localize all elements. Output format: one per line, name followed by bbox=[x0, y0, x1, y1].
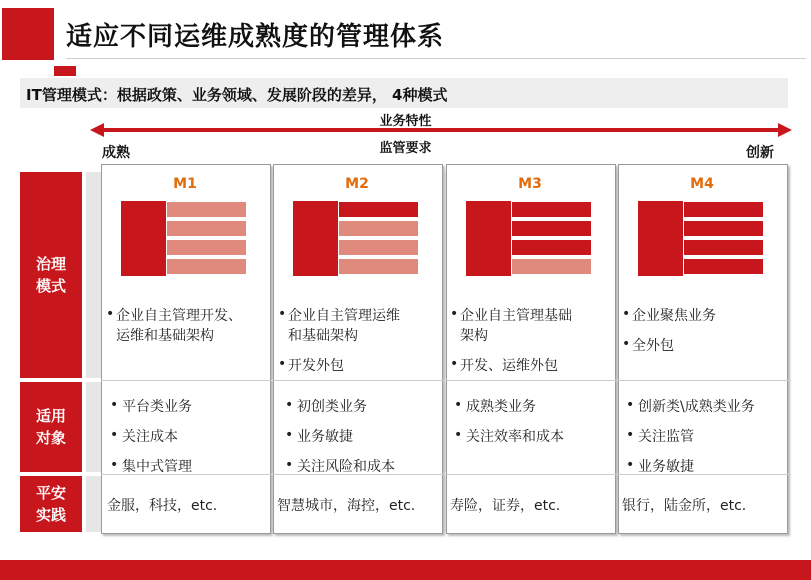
title-accent-block bbox=[2, 8, 54, 60]
model-icon-bar bbox=[512, 202, 591, 217]
bullet-dot: • bbox=[106, 306, 115, 322]
model-icon-bar bbox=[167, 221, 246, 236]
bullet-dot: • bbox=[450, 356, 459, 372]
m4-target-1: 创新类\成熟类业务 bbox=[638, 399, 755, 415]
bullet-dot: • bbox=[285, 457, 294, 473]
model-icon-bar bbox=[512, 259, 591, 274]
m2-practice: 智慧城市，海控，etc. bbox=[277, 498, 416, 514]
m4-target-3: 业务敏捷 bbox=[638, 459, 694, 475]
bullet-dot: • bbox=[622, 336, 631, 352]
row-header-practice bbox=[20, 476, 82, 532]
model-icon-bar bbox=[339, 221, 418, 236]
bullet-dot: • bbox=[110, 397, 119, 413]
subtitle: IT管理模式：根据政策、业务领域、发展阶段的差异， 4种模式 bbox=[26, 86, 448, 104]
m3-target-2: 关注效率和成本 bbox=[466, 429, 564, 445]
m4-governance-1: 企业聚焦业务 bbox=[632, 308, 716, 324]
model-icon-bar bbox=[684, 221, 763, 236]
bullet-dot: • bbox=[622, 306, 631, 322]
bullet-dot: • bbox=[285, 397, 294, 413]
bullet-dot: • bbox=[278, 306, 287, 322]
page-title: 适应不同运维成熟度的管理体系 bbox=[66, 22, 445, 52]
model-name-m4: M4 bbox=[690, 176, 714, 192]
row-header-target bbox=[20, 382, 82, 472]
m1-target-3: 集中式管理 bbox=[122, 459, 192, 475]
title-accent-small bbox=[54, 66, 76, 76]
m3-target-1: 成熟类业务 bbox=[466, 399, 536, 415]
m2-target-3: 关注风险和成本 bbox=[297, 459, 395, 475]
bullet-dot: • bbox=[626, 427, 635, 443]
model-name-m2: M2 bbox=[345, 176, 369, 192]
m1-practice: 金服，科技，etc. bbox=[107, 498, 218, 514]
double-arrow-icon bbox=[90, 123, 792, 137]
m2-target-2: 业务敏捷 bbox=[297, 429, 353, 445]
row-separator-1 bbox=[101, 380, 791, 381]
model-name-m1: M1 bbox=[173, 176, 197, 192]
m3-governance-2: 开发、运维外包 bbox=[460, 358, 558, 374]
title-divider bbox=[66, 58, 806, 59]
model-icon-bar bbox=[684, 259, 763, 274]
m4-target-2: 关注监管 bbox=[638, 429, 694, 445]
m1-target-1: 平台类业务 bbox=[122, 399, 192, 415]
m3-practice: 寿险，证券，etc. bbox=[450, 498, 561, 514]
model-icon-bar bbox=[167, 259, 246, 274]
m4-governance-2: 全外包 bbox=[632, 338, 674, 354]
m2-governance-2: 开发外包 bbox=[288, 358, 344, 374]
m4-practice: 银行，陆金所，etc. bbox=[622, 498, 747, 514]
model-icon-block bbox=[293, 201, 338, 276]
model-icon-block bbox=[121, 201, 166, 276]
bullet-dot: • bbox=[626, 397, 635, 413]
model-icon-bar bbox=[512, 221, 591, 236]
axis-top-label: 业务特性 bbox=[379, 114, 432, 129]
model-icon-bar bbox=[167, 240, 246, 255]
model-name-m3: M3 bbox=[518, 176, 542, 192]
bullet-dot: • bbox=[454, 427, 463, 443]
bullet-dot: • bbox=[278, 356, 287, 372]
axis-right-label: 创新 bbox=[746, 145, 774, 161]
bullet-dot: • bbox=[626, 457, 635, 473]
model-icon-block bbox=[638, 201, 683, 276]
footer-bar bbox=[0, 560, 811, 580]
m2-target-1: 初创类业务 bbox=[297, 399, 367, 415]
m1-governance-1: 企业自主管理开发、 运维和基础架构 bbox=[116, 308, 242, 344]
model-icon-bar bbox=[512, 240, 591, 255]
row-header-governance-label: 治理 模式 bbox=[35, 255, 66, 295]
model-icon-bar bbox=[339, 259, 418, 274]
axis-left-label: 成熟 bbox=[102, 145, 130, 161]
model-icon-bar bbox=[167, 202, 246, 217]
row-header-governance bbox=[20, 172, 82, 378]
bullet-dot: • bbox=[285, 427, 294, 443]
bullet-dot: • bbox=[454, 397, 463, 413]
model-icon-bar bbox=[339, 202, 418, 217]
model-icon-block bbox=[466, 201, 511, 276]
model-icon-bar bbox=[684, 202, 763, 217]
row-header-practice-label: 平安 实践 bbox=[35, 484, 66, 524]
bullet-dot: • bbox=[110, 427, 119, 443]
model-icon-bar bbox=[339, 240, 418, 255]
m1-target-2: 关注成本 bbox=[122, 429, 178, 445]
m3-governance-1: 企业自主管理基础 架构 bbox=[460, 308, 572, 344]
row-header-target-label: 适用 对象 bbox=[35, 407, 66, 447]
bullet-dot: • bbox=[110, 457, 119, 473]
axis-bottom-label: 监管要求 bbox=[379, 141, 432, 156]
model-icon-bar bbox=[684, 240, 763, 255]
m2-governance-1: 企业自主管理运维 和基础架构 bbox=[288, 308, 400, 344]
bullet-dot: • bbox=[450, 306, 459, 322]
